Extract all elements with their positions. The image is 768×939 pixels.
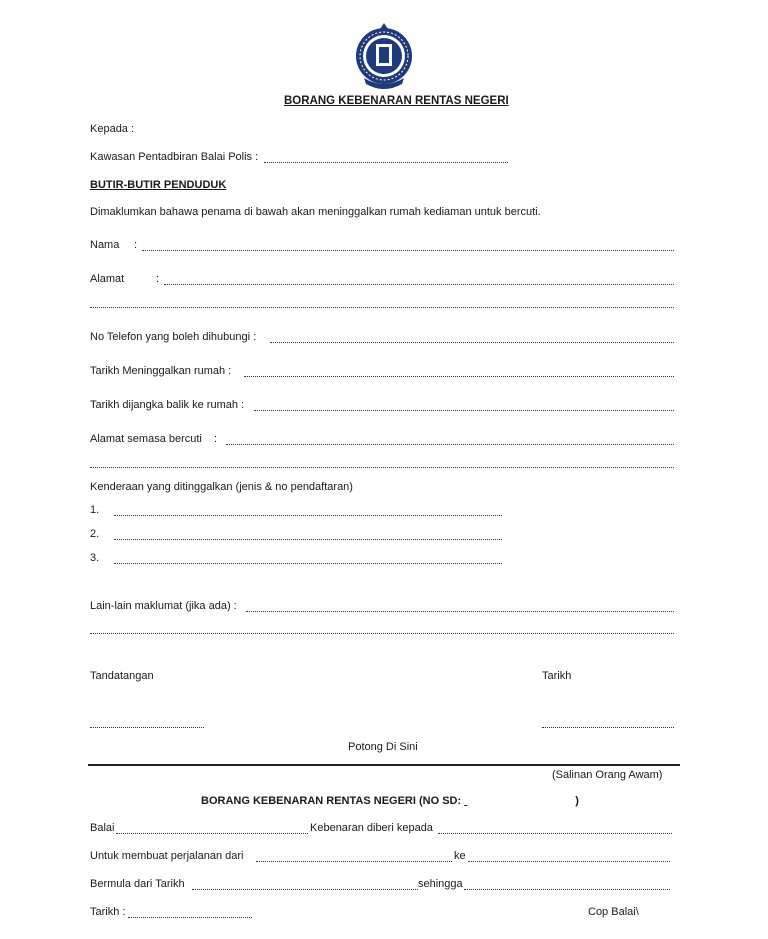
bermula-label: Bermula dari Tarikh	[90, 878, 185, 890]
sehingga-field[interactable]	[464, 889, 670, 890]
kebenaran-label: Kebenaran diberi kepada	[310, 822, 433, 834]
copy-label: (Salinan Orang Awam)	[552, 769, 663, 781]
form-title: BORANG KEBENARAN RENTAS NEGERI	[284, 95, 509, 107]
sd-number-field[interactable]	[464, 795, 572, 807]
vehicle-number-3: 3.	[90, 552, 100, 564]
alamat-colon: :	[156, 273, 160, 285]
kawasan-field[interactable]	[264, 162, 508, 163]
ke-field[interactable]	[468, 861, 670, 862]
lain-lain-label: Lain-lain maklumat (jika ada) :	[90, 600, 237, 612]
cut-line	[88, 764, 680, 766]
tarikh-balik-label: Tarikh dijangka balik ke rumah :	[90, 399, 245, 411]
slip-title-suffix: )	[575, 795, 579, 807]
alamat-field-2[interactable]	[90, 307, 674, 308]
nama-field[interactable]	[142, 250, 674, 251]
sehingga-label: sehingga	[418, 878, 463, 890]
alamat-cuti-colon: :	[214, 433, 218, 445]
lain-lain-field-2[interactable]	[90, 633, 674, 634]
slip-tarikh-field[interactable]	[128, 917, 252, 918]
untuk-label: Untuk membuat perjalanan dari	[90, 850, 244, 862]
alamat-field-1[interactable]	[164, 284, 674, 285]
vehicle-field-2[interactable]	[114, 539, 502, 540]
police-crest-icon	[350, 20, 418, 92]
tandatangan-label: Tandatangan	[90, 670, 154, 682]
telefon-field[interactable]	[270, 342, 674, 343]
kepada-label: Kepada :	[90, 123, 135, 135]
alamat-cuti-label: Alamat semasa bercuti	[90, 433, 202, 445]
vehicle-number-2: 2.	[90, 528, 100, 540]
dari-field[interactable]	[256, 861, 452, 862]
potong-label: Potong Di Sini	[348, 741, 418, 753]
lain-lain-field-1[interactable]	[246, 611, 674, 612]
tarikh-tinggal-label: Tarikh Meninggalkan rumah :	[90, 365, 232, 377]
ke-label: ke	[454, 850, 466, 862]
alamat-label: Alamat	[90, 273, 125, 285]
kawasan-label: Kawasan Pentadbiran Balai Polis :	[90, 151, 259, 163]
kenderaan-label: Kenderaan yang ditinggalkan (jenis & no pendaftaran)	[90, 481, 353, 493]
alamat-cuti-field-1[interactable]	[226, 444, 674, 445]
intro-text: Dimaklumkan bahawa penama di bawah akan meninggalkan rumah kediaman untuk bercuti.	[90, 206, 541, 218]
telefon-label: No Telefon yang boleh dihubungi :	[90, 331, 257, 343]
tandatangan-field[interactable]	[90, 727, 204, 728]
section-title: BUTIR-BUTIR PENDUDUK	[90, 179, 227, 191]
slip-title-prefix: BORANG KEBENARAN RENTAS NEGERI (NO SD:	[201, 795, 462, 807]
tarikh-field[interactable]	[542, 727, 674, 728]
tarikh-balik-field[interactable]	[254, 410, 674, 411]
nama-label: Nama	[90, 239, 120, 251]
tarikh-tinggal-field[interactable]	[244, 376, 674, 377]
vehicle-field-1[interactable]	[114, 515, 502, 516]
kebenaran-field[interactable]	[438, 833, 672, 834]
tarikh-label: Tarikh	[542, 670, 572, 682]
vehicle-number-1: 1.	[90, 504, 100, 516]
cop-balai-label: Cop Balai\	[588, 906, 639, 918]
slip-tarikh-label: Tarikh :	[90, 906, 126, 918]
balai-field[interactable]	[116, 833, 308, 834]
alamat-cuti-field-2[interactable]	[90, 467, 674, 468]
bermula-field[interactable]	[192, 889, 418, 890]
balai-label: Balai	[90, 822, 115, 834]
vehicle-field-3[interactable]	[114, 563, 502, 564]
slip-title	[201, 795, 579, 807]
nama-colon: :	[134, 239, 138, 251]
